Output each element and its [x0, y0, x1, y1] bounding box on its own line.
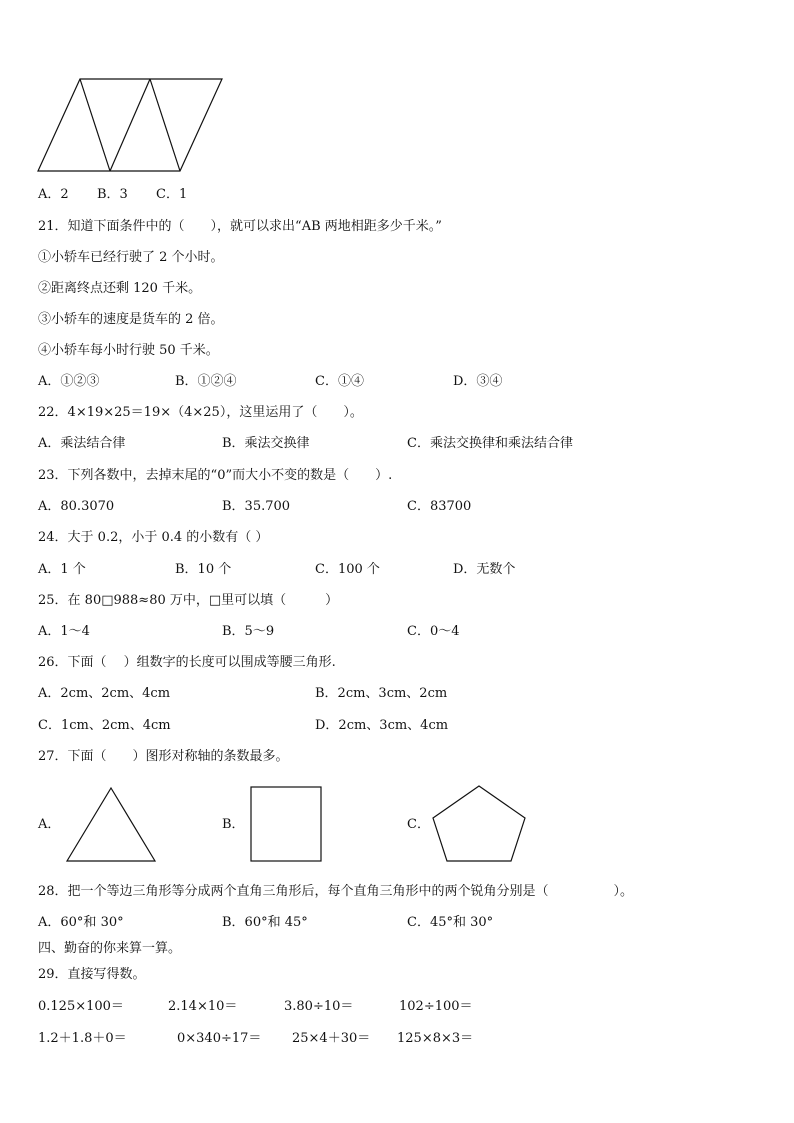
calc-item: 2.14×10＝ [168, 999, 238, 1014]
q20-option-a[interactable]: A．2 [38, 187, 69, 202]
calc-item: 0×340÷17＝ [177, 1031, 262, 1046]
q24-option-a[interactable]: A．1 个 [38, 562, 86, 577]
section-heading: 四、勤奋的你来算一算。 [38, 941, 182, 956]
q28-stem: 28．把一个等边三角形等分成两个直角三角形后，每个直角三角形中的两个锐角分别是（ ）。 [38, 884, 634, 899]
q20-option-b[interactable]: B．3 [97, 187, 128, 202]
q21-option-d[interactable]: D．③④ [453, 374, 503, 389]
q23-option-a[interactable]: A．80.3070 [38, 499, 115, 514]
calc-item: 102÷100＝ [399, 999, 473, 1014]
q21-option-b[interactable]: B．①②④ [175, 374, 237, 389]
q24-stem: 24．大于 0.2，小于 0.4 的小数有（ ） [38, 530, 269, 545]
q25-option-c[interactable]: C．0～4 [407, 624, 460, 639]
q21-option-c[interactable]: C．①④ [315, 374, 364, 389]
q27-stem: 27．下面（ ）图形对称轴的条数最多。 [38, 749, 289, 764]
q24-option-b[interactable]: B．10 个 [175, 562, 232, 577]
q28-option-b[interactable]: B．60°和 45° [222, 915, 308, 930]
calc-item: 0.125×100＝ [38, 999, 124, 1014]
q25-stem: 25．在 80□988≈80 万中，□里可以填（ ） [38, 593, 339, 608]
q23-stem: 23．下列各数中，去掉末尾的“0”而大小不变的数是（ ）. [38, 468, 393, 483]
q22-stem: 22．4×19×25＝19×（4×25），这里运用了（ ）。 [38, 405, 363, 420]
q24-option-c[interactable]: C．100 个 [315, 562, 380, 577]
calc-item: 3.80÷10＝ [284, 999, 354, 1014]
q26-option-a[interactable]: A．2cm、2cm、4cm [38, 686, 171, 701]
q22-option-b[interactable]: B．乘法交换律 [222, 436, 310, 451]
q20-option-c[interactable]: C．1 [156, 187, 188, 202]
q25-option-b[interactable]: B．5～9 [222, 624, 275, 639]
calc-item: 125×8×3＝ [397, 1031, 474, 1046]
q26-option-c[interactable]: C．1cm、2cm、4cm [38, 718, 171, 733]
q28-option-c[interactable]: C．45°和 30° [407, 915, 494, 930]
q26-stem: 26．下面（ ）组数字的长度可以围成等腰三角形. [38, 655, 336, 670]
q27-option-c[interactable]: C． [407, 817, 430, 832]
q26-option-b[interactable]: B．2cm、3cm、2cm [315, 686, 448, 701]
q21-option-a[interactable]: A．①②③ [38, 374, 100, 389]
q21-condition-2: ②距离终点还剩 120 千米。 [38, 281, 202, 296]
q24-option-d[interactable]: D．无数个 [453, 562, 516, 577]
q27-option-b[interactable]: B． [222, 817, 245, 832]
q21-condition-3: ③小轿车的速度是货车的 2 倍。 [38, 312, 224, 327]
q28-option-a[interactable]: A．60°和 30° [38, 915, 124, 930]
q25-option-a[interactable]: A．1～4 [38, 624, 90, 639]
q27-option-a[interactable]: A． [38, 817, 61, 832]
q23-option-b[interactable]: B．35.700 [222, 499, 291, 514]
calc-item: 1.2＋1.8＋0＝ [38, 1031, 127, 1046]
q22-option-c[interactable]: C．乘法交换律和乘法结合律 [407, 436, 573, 451]
q23-option-c[interactable]: C．83700 [407, 499, 472, 514]
q21-condition-4: ④小轿车每小时行驶 50 千米。 [38, 343, 219, 358]
q21-condition-1: ①小轿车已经行驶了 2 个小时。 [38, 250, 224, 265]
q22-option-a[interactable]: A．乘法结合律 [38, 436, 126, 451]
q21-stem: 21．知道下面条件中的（ ），就可以求出“AB 两地相距多少千米。” [38, 219, 442, 234]
q29-stem: 29．直接写得数。 [38, 967, 146, 982]
calc-item: 25×4＋30＝ [292, 1031, 371, 1046]
q26-option-d[interactable]: D．2cm、3cm、4cm [315, 718, 449, 733]
